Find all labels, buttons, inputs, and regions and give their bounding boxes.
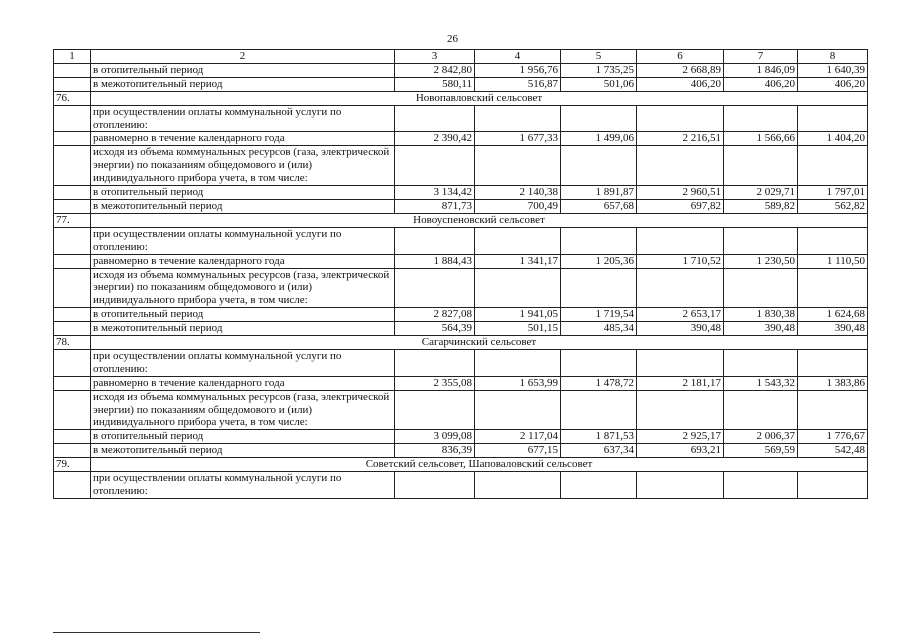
row-number-cell (54, 254, 91, 268)
row-label: в межотопительный период (91, 77, 395, 91)
row-number-cell (54, 77, 91, 91)
value-cell: 693,21 (637, 444, 724, 458)
value-cell (798, 390, 868, 430)
value-cell: 2 355,08 (395, 376, 475, 390)
value-cell: 390,48 (637, 322, 724, 336)
value-cell (475, 146, 561, 186)
value-cell (724, 349, 798, 376)
table-row (54, 63, 868, 77)
row-number-cell (54, 132, 91, 146)
value-cell (475, 349, 561, 376)
column-header: 1 (54, 50, 91, 64)
value-cell: 677,15 (475, 444, 561, 458)
value-cell: 589,82 (724, 199, 798, 213)
value-cell (561, 227, 637, 254)
value-cell: 562,82 (798, 199, 868, 213)
value-cell (561, 349, 637, 376)
value-cell: 1 956,76 (475, 63, 561, 77)
value-cell (475, 268, 561, 308)
table-row (54, 77, 868, 91)
value-cell (637, 472, 724, 499)
row-label: исходя из объема коммунальных ресурсов (газа, электрической энергии) по показаниям общедомового и (или) индивидуального прибора учета, в том числе: (91, 146, 395, 186)
row-label: в отопительный период (91, 186, 395, 200)
value-cell: 3 134,42 (395, 186, 475, 200)
value-cell: 1 830,38 (724, 308, 798, 322)
value-cell (475, 227, 561, 254)
value-cell: 1 110,50 (798, 254, 868, 268)
value-cell: 406,20 (798, 77, 868, 91)
value-cell (724, 146, 798, 186)
value-cell: 2 842,80 (395, 63, 475, 77)
value-cell (724, 227, 798, 254)
value-cell: 1 653,99 (475, 376, 561, 390)
value-cell (724, 105, 798, 132)
row-number-cell (54, 186, 91, 200)
value-cell: 390,48 (798, 322, 868, 336)
value-cell: 697,82 (637, 199, 724, 213)
value-cell: 1 404,20 (798, 132, 868, 146)
value-cell: 1 640,39 (798, 63, 868, 77)
value-cell: 2 216,51 (637, 132, 724, 146)
row-label: при осуществлении оплаты коммунальной услуги по отоплению: (91, 349, 395, 376)
value-cell: 1 776,67 (798, 430, 868, 444)
value-cell (561, 472, 637, 499)
value-cell (395, 268, 475, 308)
value-cell: 1 797,01 (798, 186, 868, 200)
row-label: в отопительный период (91, 63, 395, 77)
page-number: 26 (447, 33, 458, 45)
value-cell (798, 268, 868, 308)
value-cell: 2 668,89 (637, 63, 724, 77)
row-number-cell (54, 146, 91, 186)
value-cell (395, 146, 475, 186)
row-label: в межотопительный период (91, 199, 395, 213)
value-cell: 2 140,38 (475, 186, 561, 200)
value-cell: 406,20 (637, 77, 724, 91)
value-cell: 1 891,87 (561, 186, 637, 200)
table-text-row (54, 105, 868, 132)
row-label: в отопительный период (91, 430, 395, 444)
value-cell: 1 543,32 (724, 376, 798, 390)
row-label: равномерно в течение календарного года (91, 254, 395, 268)
table-text-row (54, 268, 868, 308)
value-cell (561, 146, 637, 186)
value-cell: 1 710,52 (637, 254, 724, 268)
value-cell (561, 105, 637, 132)
column-header: 4 (475, 50, 561, 64)
value-cell: 3 099,08 (395, 430, 475, 444)
row-number-cell (54, 472, 91, 499)
value-cell: 1 566,66 (724, 132, 798, 146)
column-header: 7 (724, 50, 798, 64)
value-cell: 542,48 (798, 444, 868, 458)
row-label: в межотопительный период (91, 322, 395, 336)
row-number-cell (54, 376, 91, 390)
value-cell (395, 105, 475, 132)
table-body (54, 63, 868, 498)
value-cell: 1 719,54 (561, 308, 637, 322)
column-number-row (54, 50, 868, 64)
table-row (54, 322, 868, 336)
value-cell (475, 390, 561, 430)
value-cell (637, 268, 724, 308)
row-number-cell (54, 227, 91, 254)
section-title: Новоуспеновский сельсовет (91, 213, 868, 227)
value-cell: 564,39 (395, 322, 475, 336)
value-cell: 2 117,04 (475, 430, 561, 444)
row-label: равномерно в течение календарного года (91, 132, 395, 146)
row-number-cell (54, 430, 91, 444)
value-cell (637, 390, 724, 430)
value-cell: 485,34 (561, 322, 637, 336)
value-cell (724, 472, 798, 499)
value-cell (395, 472, 475, 499)
value-cell: 569,59 (724, 444, 798, 458)
value-cell (475, 472, 561, 499)
value-cell (637, 146, 724, 186)
table-text-row (54, 146, 868, 186)
value-cell: 2 827,08 (395, 308, 475, 322)
value-cell: 1 478,72 (561, 376, 637, 390)
section-row (54, 336, 868, 350)
row-number-cell (54, 105, 91, 132)
value-cell (395, 349, 475, 376)
value-cell: 637,34 (561, 444, 637, 458)
row-number-cell (54, 268, 91, 308)
table-text-row (54, 227, 868, 254)
table-row (54, 254, 868, 268)
section-number: 77. (54, 213, 91, 227)
value-cell (798, 146, 868, 186)
value-cell: 406,20 (724, 77, 798, 91)
footnote-separator (53, 632, 260, 633)
value-cell: 2 390,42 (395, 132, 475, 146)
value-cell: 390,48 (724, 322, 798, 336)
value-cell (637, 227, 724, 254)
value-cell (475, 105, 561, 132)
row-number-cell (54, 63, 91, 77)
row-label: исходя из объема коммунальных ресурсов (газа, электрической энергии) по показаниям общедомового и (или) индивидуального прибора учета, в том числе: (91, 268, 395, 308)
table-row (54, 430, 868, 444)
section-row (54, 458, 868, 472)
value-cell: 1 383,86 (798, 376, 868, 390)
column-header: 8 (798, 50, 868, 64)
row-label: в отопительный период (91, 308, 395, 322)
row-number-cell (54, 199, 91, 213)
section-row (54, 213, 868, 227)
value-cell (798, 105, 868, 132)
column-header: 6 (637, 50, 724, 64)
section-title: Советский сельсовет, Шаповаловский сельсовет (91, 458, 868, 472)
value-cell: 1 735,25 (561, 63, 637, 77)
section-title: Сагарчинский сельсовет (91, 336, 868, 350)
value-cell: 1 871,53 (561, 430, 637, 444)
value-cell: 501,15 (475, 322, 561, 336)
section-number: 79. (54, 458, 91, 472)
value-cell: 2 029,71 (724, 186, 798, 200)
section-row (54, 91, 868, 105)
table-row (54, 186, 868, 200)
value-cell: 1 846,09 (724, 63, 798, 77)
value-cell: 1 884,43 (395, 254, 475, 268)
row-number-cell (54, 349, 91, 376)
value-cell: 1 205,36 (561, 254, 637, 268)
value-cell: 516,87 (475, 77, 561, 91)
value-cell: 2 006,37 (724, 430, 798, 444)
value-cell: 2 181,17 (637, 376, 724, 390)
section-number: 76. (54, 91, 91, 105)
table-row (54, 199, 868, 213)
value-cell (395, 390, 475, 430)
table-row (54, 308, 868, 322)
value-cell: 1 341,17 (475, 254, 561, 268)
value-cell: 1 499,06 (561, 132, 637, 146)
value-cell: 580,11 (395, 77, 475, 91)
value-cell (561, 268, 637, 308)
row-label: при осуществлении оплаты коммунальной услуги по отоплению: (91, 105, 395, 132)
row-number-cell (54, 322, 91, 336)
value-cell: 1 941,05 (475, 308, 561, 322)
value-cell: 1 230,50 (724, 254, 798, 268)
tariff-table (53, 49, 868, 499)
table-text-row (54, 472, 868, 499)
section-number: 78. (54, 336, 91, 350)
section-title: Новопавловский сельсовет (91, 91, 868, 105)
value-cell (561, 390, 637, 430)
value-cell: 2 925,17 (637, 430, 724, 444)
row-number-cell (54, 390, 91, 430)
column-header: 5 (561, 50, 637, 64)
table-text-row (54, 349, 868, 376)
row-label: в межотопительный период (91, 444, 395, 458)
row-number-cell (54, 444, 91, 458)
table-text-row (54, 390, 868, 430)
value-cell (724, 390, 798, 430)
value-cell: 501,06 (561, 77, 637, 91)
value-cell: 836,39 (395, 444, 475, 458)
value-cell: 1 624,68 (798, 308, 868, 322)
value-cell (724, 268, 798, 308)
value-cell: 871,73 (395, 199, 475, 213)
row-label: исходя из объема коммунальных ресурсов (газа, электрической энергии) по показаниям общедомового и (или) индивидуального прибора учета, в том числе: (91, 390, 395, 430)
value-cell (798, 349, 868, 376)
value-cell: 2 960,51 (637, 186, 724, 200)
column-header: 3 (395, 50, 475, 64)
column-header: 2 (91, 50, 395, 64)
row-label: равномерно в течение календарного года (91, 376, 395, 390)
value-cell: 700,49 (475, 199, 561, 213)
table-row (54, 444, 868, 458)
value-cell: 1 677,33 (475, 132, 561, 146)
value-cell (637, 105, 724, 132)
value-cell (637, 349, 724, 376)
value-cell (798, 227, 868, 254)
row-number-cell (54, 308, 91, 322)
value-cell (395, 227, 475, 254)
row-label: при осуществлении оплаты коммунальной услуги по отоплению: (91, 472, 395, 499)
table-row (54, 376, 868, 390)
table-row (54, 132, 868, 146)
value-cell: 2 653,17 (637, 308, 724, 322)
value-cell (798, 472, 868, 499)
value-cell: 657,68 (561, 199, 637, 213)
row-label: при осуществлении оплаты коммунальной услуги по отоплению: (91, 227, 395, 254)
